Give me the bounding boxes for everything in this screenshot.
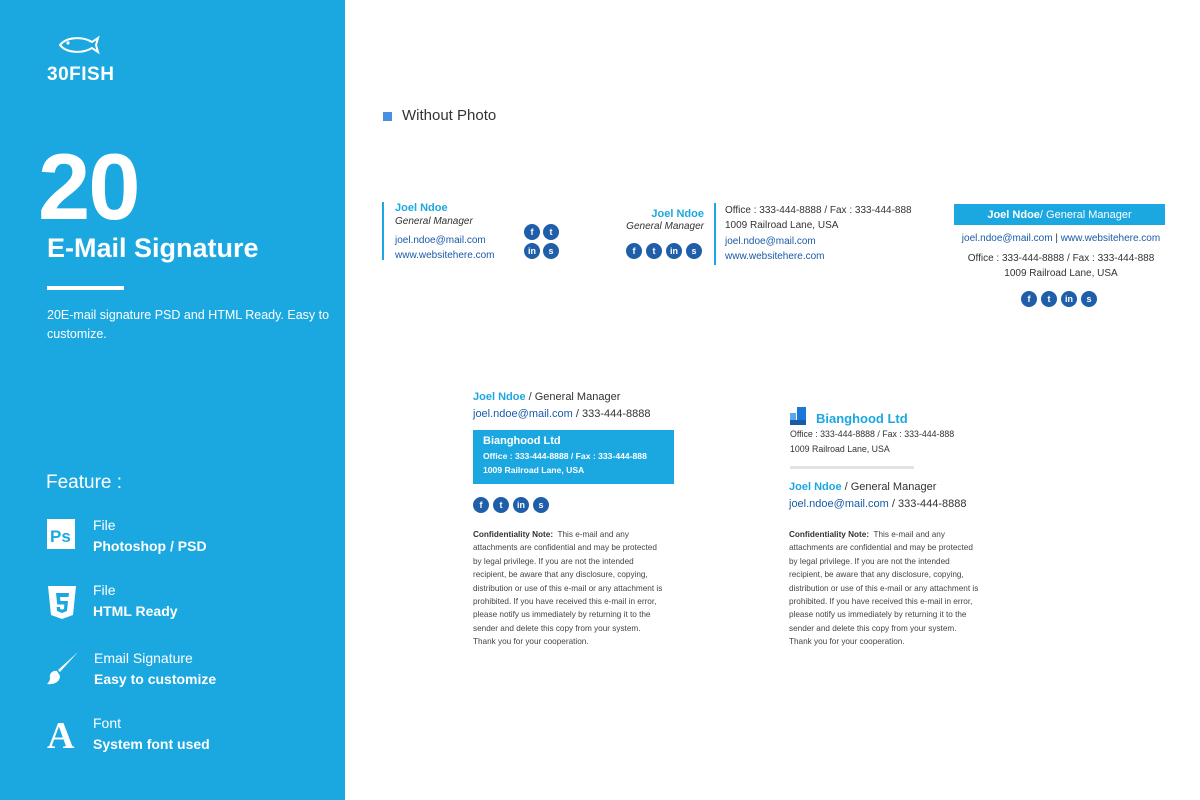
- sig3-name: Joel Ndoe: [987, 208, 1040, 221]
- feature-email-line1: Email Signature: [94, 650, 193, 666]
- sig2-name: Joel Ndoe: [651, 208, 704, 220]
- twitter-icon[interactable]: t: [1041, 291, 1057, 307]
- sig5-company: Bianghood Ltd: [816, 411, 908, 426]
- sig3-email[interactable]: joel.ndoe@mail.com: [961, 233, 1053, 244]
- signature-4: [473, 391, 703, 651]
- sig1-email[interactable]: joel.ndoe@mail.com: [395, 235, 486, 246]
- sig4-contact-line: [473, 408, 651, 420]
- signature-2: [620, 203, 940, 267]
- sig4-email[interactable]: joel.ndoe@mail.com: [473, 408, 573, 420]
- linkedin-icon[interactable]: in: [524, 243, 540, 259]
- confidentiality-line: sender and delete this copy from your system.: [789, 623, 957, 633]
- feature-font-line2: System font used: [93, 736, 210, 752]
- sig1-website[interactable]: www.websitehere.com: [395, 250, 495, 261]
- confidentiality-line: Thank you for your cooperation.: [473, 637, 589, 647]
- sig2-position: General Manager: [626, 221, 704, 232]
- photoshop-icon: [46, 517, 80, 553]
- feature-photoshop-line1: File: [93, 517, 116, 533]
- twitter-icon[interactable]: t: [543, 224, 559, 240]
- sig5-name-line: [789, 481, 936, 493]
- accent-bar: [714, 203, 716, 265]
- twitter-icon[interactable]: t: [493, 497, 509, 513]
- feature-photoshop-line2: Photoshop / PSD: [93, 538, 207, 554]
- sig5-divider: [790, 466, 914, 469]
- facebook-icon[interactable]: f: [1021, 291, 1037, 307]
- sig3-contacts: [954, 233, 1168, 244]
- linkedin-icon[interactable]: in: [1061, 291, 1077, 307]
- feature-heading: Feature :: [46, 472, 123, 493]
- confidentiality-label: Confidentiality Note:: [473, 530, 554, 539]
- confidentiality-line: Confidentiality Note: This e-mail and any: [789, 530, 945, 539]
- fish-logo-icon: [58, 34, 100, 56]
- font-icon: [46, 715, 80, 751]
- sig3-office: Office : 333-444-8888 / Fax : 333-444-888: [967, 253, 1155, 264]
- sig3-address: 1009 Railroad Lane, USA: [1004, 268, 1118, 279]
- sig2-office: Office : 333-444-8888 / Fax : 333-444-888: [725, 205, 912, 216]
- signature-1: [382, 202, 572, 262]
- brand-name: 30FISH: [47, 64, 115, 85]
- sig4-company: Bianghood Ltd: [483, 435, 561, 447]
- sig3-website[interactable]: www.websitehere.com: [1060, 233, 1161, 244]
- feature-email-line2: Easy to customize: [94, 671, 217, 687]
- sig5-confidentiality: [789, 528, 1017, 649]
- skype-icon[interactable]: s: [686, 243, 702, 259]
- sig5-contact-line: [789, 498, 967, 510]
- sig2-email[interactable]: joel.ndoe@mail.com: [725, 236, 816, 247]
- company-logo-icon: [790, 407, 810, 425]
- confidentiality-line: sender and delete this copy from your system.: [473, 623, 641, 633]
- confidentiality-line: recipient, be aware that any disclosure, copying,: [789, 570, 964, 580]
- confidentiality-line: please notify us immediately by returning it to the: [473, 610, 651, 620]
- sig4-confidentiality: [473, 528, 701, 649]
- sig5-phone: / 333-444-8888: [888, 498, 967, 510]
- svg-text:Ps: Ps: [50, 527, 71, 546]
- sig3-social: [1021, 291, 1097, 307]
- sig4-address: 1009 Railroad Lane, USA: [483, 465, 585, 475]
- signature-3: [954, 204, 1168, 310]
- sig1-name: Joel Ndoe: [395, 202, 448, 214]
- sig4-position: / General Manager: [525, 391, 621, 403]
- linkedin-icon[interactable]: in: [513, 497, 529, 513]
- sig5-address: 1009 Railroad Lane, USA: [790, 444, 890, 454]
- sig2-social: [626, 243, 702, 259]
- confidentiality-line: Confidentiality Note: This e-mail and any: [473, 530, 629, 539]
- separator: |: [1052, 233, 1061, 244]
- sig5-position: / General Manager: [841, 481, 937, 493]
- twitter-icon[interactable]: t: [646, 243, 662, 259]
- skype-icon[interactable]: s: [1081, 291, 1097, 307]
- section-marker: [383, 112, 392, 121]
- product-description: 20E-mail signature PSD and HTML Ready. Easy to customize.: [47, 308, 330, 341]
- sig5-name: Joel Ndoe: [789, 481, 842, 493]
- sig5-office: Office : 333-444-8888 / Fax : 333-444-888: [790, 429, 955, 439]
- feature-html-line2: HTML Ready: [93, 603, 178, 619]
- facebook-icon[interactable]: f: [524, 224, 540, 240]
- sig4-office: Office : 333-444-8888 / Fax : 333-444-888: [483, 451, 647, 461]
- feature-font-line1: Font: [93, 715, 122, 731]
- sig3-position: / General Manager: [1039, 208, 1132, 221]
- sig3-header: [954, 204, 1165, 225]
- confidentiality-line: please notify us immediately by returning it to the: [789, 610, 967, 620]
- sig2-website[interactable]: www.websitehere.com: [725, 251, 825, 262]
- sidebar: [0, 0, 345, 800]
- section-title: Without Photo: [402, 107, 497, 124]
- sig1-position: General Manager: [395, 216, 473, 227]
- sig4-company-box: [473, 430, 674, 484]
- confidentiality-line: Thank you for your cooperation.: [789, 637, 905, 647]
- confidentiality-line: attachments are confidential and may be protected: [473, 543, 657, 553]
- sig4-social: [473, 497, 549, 513]
- svg-text:A: A: [47, 715, 75, 751]
- confidentiality-line: prohibited. If you have received this e-mail in error,: [789, 597, 973, 607]
- feature-html-line1: File: [93, 582, 116, 598]
- linkedin-icon[interactable]: in: [666, 243, 682, 259]
- facebook-icon[interactable]: f: [626, 243, 642, 259]
- accent-bar: [382, 202, 384, 260]
- sig4-phone: / 333-444-8888: [572, 408, 651, 420]
- sig5-email[interactable]: joel.ndoe@mail.com: [789, 498, 889, 510]
- skype-icon[interactable]: s: [533, 497, 549, 513]
- title-divider: [47, 286, 124, 290]
- confidentiality-line: attachments are confidential and may be protected: [789, 543, 973, 553]
- confidentiality-line: recipient, be aware that any disclosure, copying,: [473, 570, 648, 580]
- confidentiality-line: by legal privilege. If you are not the intended: [789, 556, 950, 566]
- product-title: E-Mail Signature: [47, 233, 259, 263]
- sig4-name-line: [473, 391, 620, 403]
- paintbrush-icon: [46, 650, 80, 686]
- html5-icon: [46, 585, 80, 621]
- confidentiality-label: Confidentiality Note:: [789, 530, 870, 539]
- confidentiality-line: by legal privilege. If you are not the intended: [473, 556, 634, 566]
- template-count: 20: [38, 134, 139, 239]
- confidentiality-line: distribution or use of this e-mail or any attachment is: [473, 583, 663, 593]
- skype-icon[interactable]: s: [543, 243, 559, 259]
- sig1-social: [524, 224, 564, 259]
- signature-5: [789, 406, 1019, 656]
- confidentiality-line: distribution or use of this e-mail or any attachment is: [789, 583, 979, 593]
- sig4-name: Joel Ndoe: [473, 391, 526, 403]
- facebook-icon[interactable]: f: [473, 497, 489, 513]
- sig2-address: 1009 Railroad Lane, USA: [725, 220, 839, 231]
- confidentiality-line: prohibited. If you have received this e-mail in error,: [473, 597, 657, 607]
